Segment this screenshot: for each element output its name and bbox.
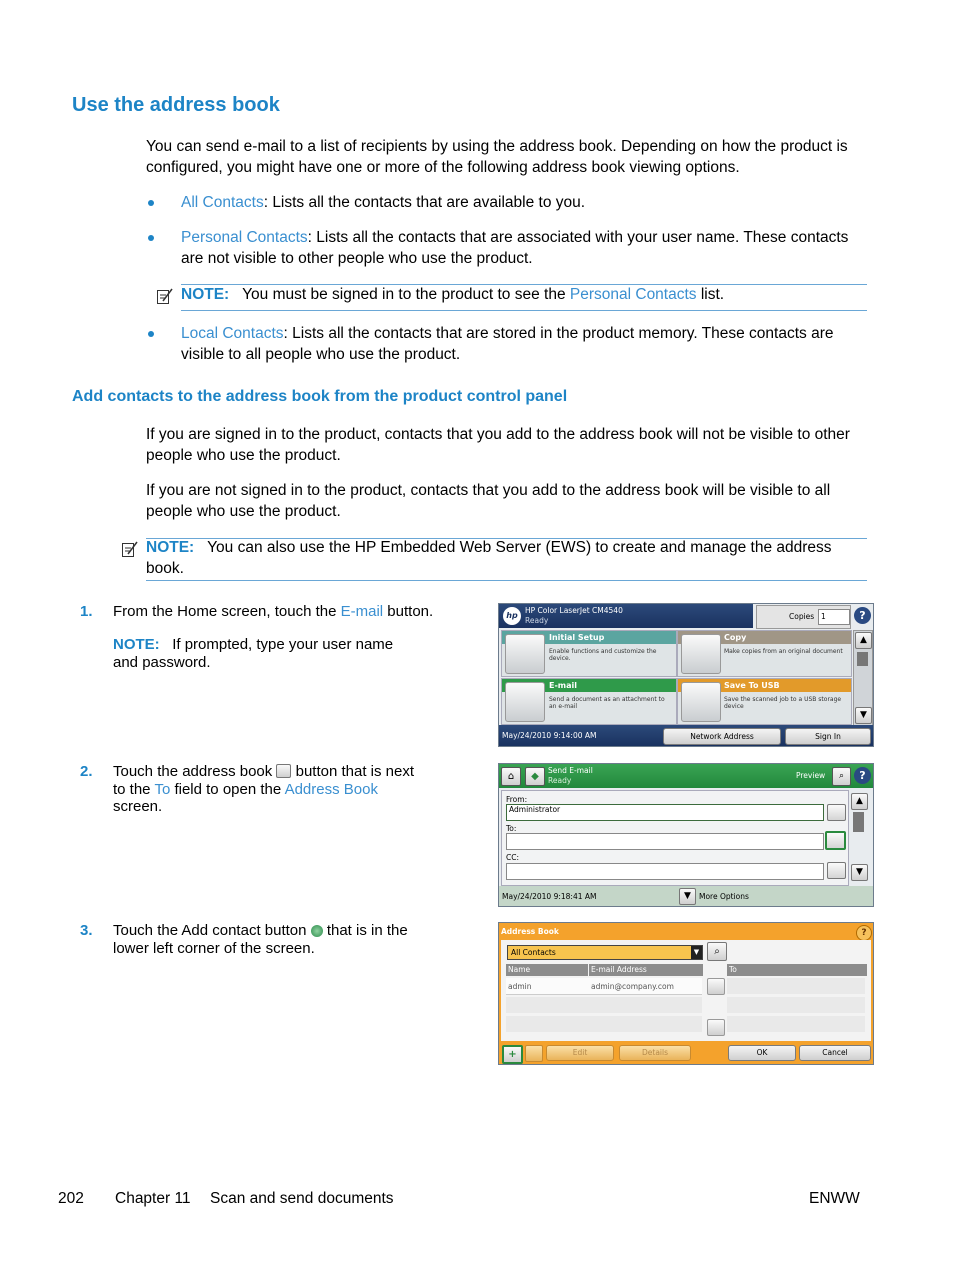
note-text: and password. (113, 653, 211, 671)
address-book-icon[interactable] (827, 862, 846, 879)
para-line: people who use the product. (146, 447, 341, 464)
address-book-icon[interactable] (827, 804, 846, 821)
step-number: 1. (80, 603, 93, 620)
home-scrollbar[interactable] (853, 630, 873, 726)
contacts-dropdown[interactable] (507, 945, 703, 960)
email-icon (505, 682, 545, 722)
chapter-label: Chapter 11 (115, 1190, 191, 1207)
bullet-personal-contacts (181, 227, 848, 269)
step-text: that is in the (326, 922, 408, 939)
bullet-text: : Lists all the contacts that are stored in the product memory. These contacts are (283, 325, 834, 342)
tile-desc: Make copies from an original document (724, 648, 843, 655)
note-personal-contacts (181, 284, 724, 305)
to-field[interactable] (506, 833, 824, 850)
signed-in-paragraph (146, 424, 850, 466)
footer-right: ENWW (809, 1190, 860, 1207)
bullet-local-contacts (181, 323, 833, 365)
datetime: May/24/2010 9:18:41 AM (502, 892, 597, 901)
email-header (499, 764, 873, 788)
note-icon (121, 540, 139, 558)
tile-desc: Send a document as an attachment to an e-mail (549, 696, 665, 710)
help-icon[interactable]: ? (856, 925, 872, 941)
step-number: 2. (80, 763, 93, 780)
personal-contacts-link[interactable]: Personal Contacts (181, 229, 308, 246)
email-status-bar (499, 886, 873, 906)
usb-icon (681, 682, 721, 722)
to-list-row (727, 1016, 865, 1032)
to-list-row (727, 978, 865, 994)
scroll-down-icon[interactable]: ▼ (851, 864, 868, 881)
search-icon[interactable]: ⌕ (707, 942, 727, 961)
tile-title: Copy (724, 633, 747, 642)
para-line: If you are not signed in to the product, contacts that you add to the address book will be visible to all (146, 482, 831, 499)
step-text: From the Home screen, touch the (113, 603, 337, 620)
personal-contacts-link[interactable]: Personal Contacts (569, 286, 697, 303)
step-text: button that is next (295, 763, 415, 780)
intro-paragraph: You can send e-mail to a list of recipients by using the address book. Depending on how the product is configured, you might have one or more of the following address book viewing options. (146, 138, 848, 176)
preview-icon[interactable]: ⌕ (832, 767, 851, 786)
preview-label: Preview (796, 771, 826, 780)
tile-copy[interactable] (677, 630, 852, 677)
note-text: You can also use the HP Embedded Web Server (EWS) to create and manage the address (207, 539, 832, 556)
cc-field[interactable] (506, 863, 824, 880)
add-to-recipients-icon[interactable] (707, 978, 725, 995)
tile-save-to-usb[interactable] (677, 678, 852, 725)
home-screen-screenshot (498, 603, 874, 747)
cancel-button[interactable]: Cancel (799, 1045, 871, 1061)
note-text: If prompted, type your user name (172, 636, 394, 653)
copy-icon (681, 634, 721, 674)
scroll-down-icon[interactable]: ▼ (855, 707, 872, 724)
dropdown-value: All Contacts (511, 948, 556, 957)
tile-email[interactable] (501, 678, 677, 725)
note-ews (146, 537, 832, 579)
email-form (501, 790, 849, 886)
section-label: Scan and send documents (210, 1190, 394, 1207)
address-book-icon (276, 764, 291, 778)
step-1-text (113, 603, 433, 621)
to-field-link[interactable]: To (154, 780, 171, 798)
note-text: list. (700, 286, 725, 303)
note-label: NOTE: (146, 539, 195, 556)
copies-box (756, 605, 851, 629)
column-header-email: E-mail Address (589, 964, 703, 976)
hp-logo: hp (503, 607, 521, 625)
contact-name: admin (508, 982, 532, 991)
address-book-body (501, 940, 871, 1041)
from-field[interactable]: Administrator (506, 804, 824, 821)
tile-desc: Save the scanned job to a USB storage device (724, 696, 842, 710)
send-email-screenshot (498, 763, 874, 907)
all-contacts-link[interactable]: All Contacts (181, 194, 264, 211)
tile-initial-setup[interactable] (501, 630, 677, 677)
bullet-dot (148, 200, 154, 206)
address-book-icon[interactable] (825, 831, 846, 850)
step-2-text (113, 763, 414, 816)
more-options-icon[interactable]: ▼ (679, 888, 696, 905)
datetime: May/24/2010 9:14:00 AM (502, 731, 597, 740)
step-text: lower left corner of the screen. (113, 939, 315, 957)
note-label: NOTE: (113, 636, 160, 653)
copies-label: Copies (789, 612, 815, 621)
to-label: To: (506, 824, 517, 833)
note-rule-bottom (146, 580, 867, 581)
contact-email: admin@company.com (591, 982, 674, 991)
bullet-text: : Lists all the contacts that are associated with your user name. These contacts (307, 229, 849, 246)
screen-title: Send E-mail (548, 766, 593, 775)
home-header (499, 604, 753, 628)
step-text: to the (113, 780, 151, 798)
help-icon[interactable]: ? (854, 607, 871, 624)
step-text: Touch the address book (113, 763, 273, 780)
from-label: From: (506, 795, 528, 804)
add-contact-icon[interactable]: + (502, 1045, 523, 1064)
bullet-text: are not visible to other people who use the product. (181, 250, 533, 267)
bullet-text: : Lists all the contacts that are available to you. (263, 194, 586, 211)
bullet-all-contacts (181, 192, 585, 213)
tile-title: E-mail (549, 681, 578, 690)
scroll-up-icon[interactable]: ▲ (855, 632, 872, 649)
bullet-text: visible to all people who use the product. (181, 346, 461, 363)
address-book-link[interactable]: Address Book (284, 780, 378, 798)
section-subheading: Add contacts to the address book from the product control panel (72, 388, 568, 405)
add-contact-icon (311, 925, 323, 937)
screen-title: Address Book (501, 927, 559, 936)
sign-in-button[interactable]: Sign In (785, 728, 871, 745)
delete-contact-icon[interactable] (525, 1045, 543, 1062)
help-icon[interactable]: ? (854, 767, 871, 784)
chevron-down-icon: ▼ (691, 946, 702, 959)
local-contacts-link[interactable]: Local Contacts (181, 325, 284, 342)
para-line: people who use the product. (146, 503, 341, 520)
page-number: 202 (58, 1190, 84, 1207)
step-text: button. (387, 603, 434, 620)
setup-icon (505, 634, 545, 674)
tile-title: Save To USB (724, 681, 780, 690)
table-row (506, 997, 702, 1013)
email-link[interactable]: E-mail (340, 603, 384, 620)
step-number: 3. (80, 922, 93, 939)
scroll-up-icon[interactable]: ▲ (851, 793, 868, 810)
note-rule-bottom (181, 310, 867, 311)
para-line: If you are signed in to the product, contacts that you add to the address book will not be visible to other (146, 426, 850, 443)
table-row (506, 1016, 702, 1032)
product-name: HP Color LaserJet CM4540 (525, 606, 623, 615)
note-text: You must be signed in to the product to see the (242, 286, 566, 303)
address-book-screenshot (498, 922, 874, 1065)
table-row[interactable] (506, 978, 702, 995)
step-3-text (113, 922, 408, 957)
tile-desc: Enable functions and customize the device. (549, 648, 657, 662)
note-icon (156, 287, 174, 305)
bullet-dot (148, 235, 154, 241)
home-icon[interactable]: ⌂ (501, 767, 521, 786)
screen-status: Ready (548, 776, 572, 785)
step-text: field to open the (174, 780, 282, 798)
bullet-dot (148, 331, 154, 337)
not-signed-in-paragraph (146, 480, 830, 522)
copies-input[interactable]: 1 (818, 609, 850, 625)
send-icon[interactable]: ◆ (525, 767, 545, 786)
printer-status: Ready (525, 616, 549, 625)
step-text: Touch the Add contact button (113, 922, 307, 939)
to-list-row (727, 997, 865, 1013)
email-scrollbar[interactable] (850, 792, 869, 883)
step-text: screen. (113, 798, 163, 815)
column-header-to: To (727, 964, 867, 976)
tile-title: Initial Setup (549, 633, 605, 642)
edit-button[interactable]: Edit (546, 1045, 614, 1061)
note-label: NOTE: (181, 286, 230, 303)
note-text: book. (146, 560, 184, 577)
home-status-bar (499, 725, 873, 746)
step-1-note (113, 636, 393, 671)
cc-label: CC: (506, 853, 520, 862)
page-heading: Use the address book (72, 94, 280, 116)
column-header-name: Name (506, 964, 588, 976)
network-address-button[interactable]: Network Address (663, 728, 781, 745)
trash-icon[interactable] (707, 1019, 725, 1036)
details-button[interactable]: Details (619, 1045, 691, 1061)
more-options-label[interactable]: More Options (699, 892, 749, 901)
ok-button[interactable]: OK (728, 1045, 796, 1061)
